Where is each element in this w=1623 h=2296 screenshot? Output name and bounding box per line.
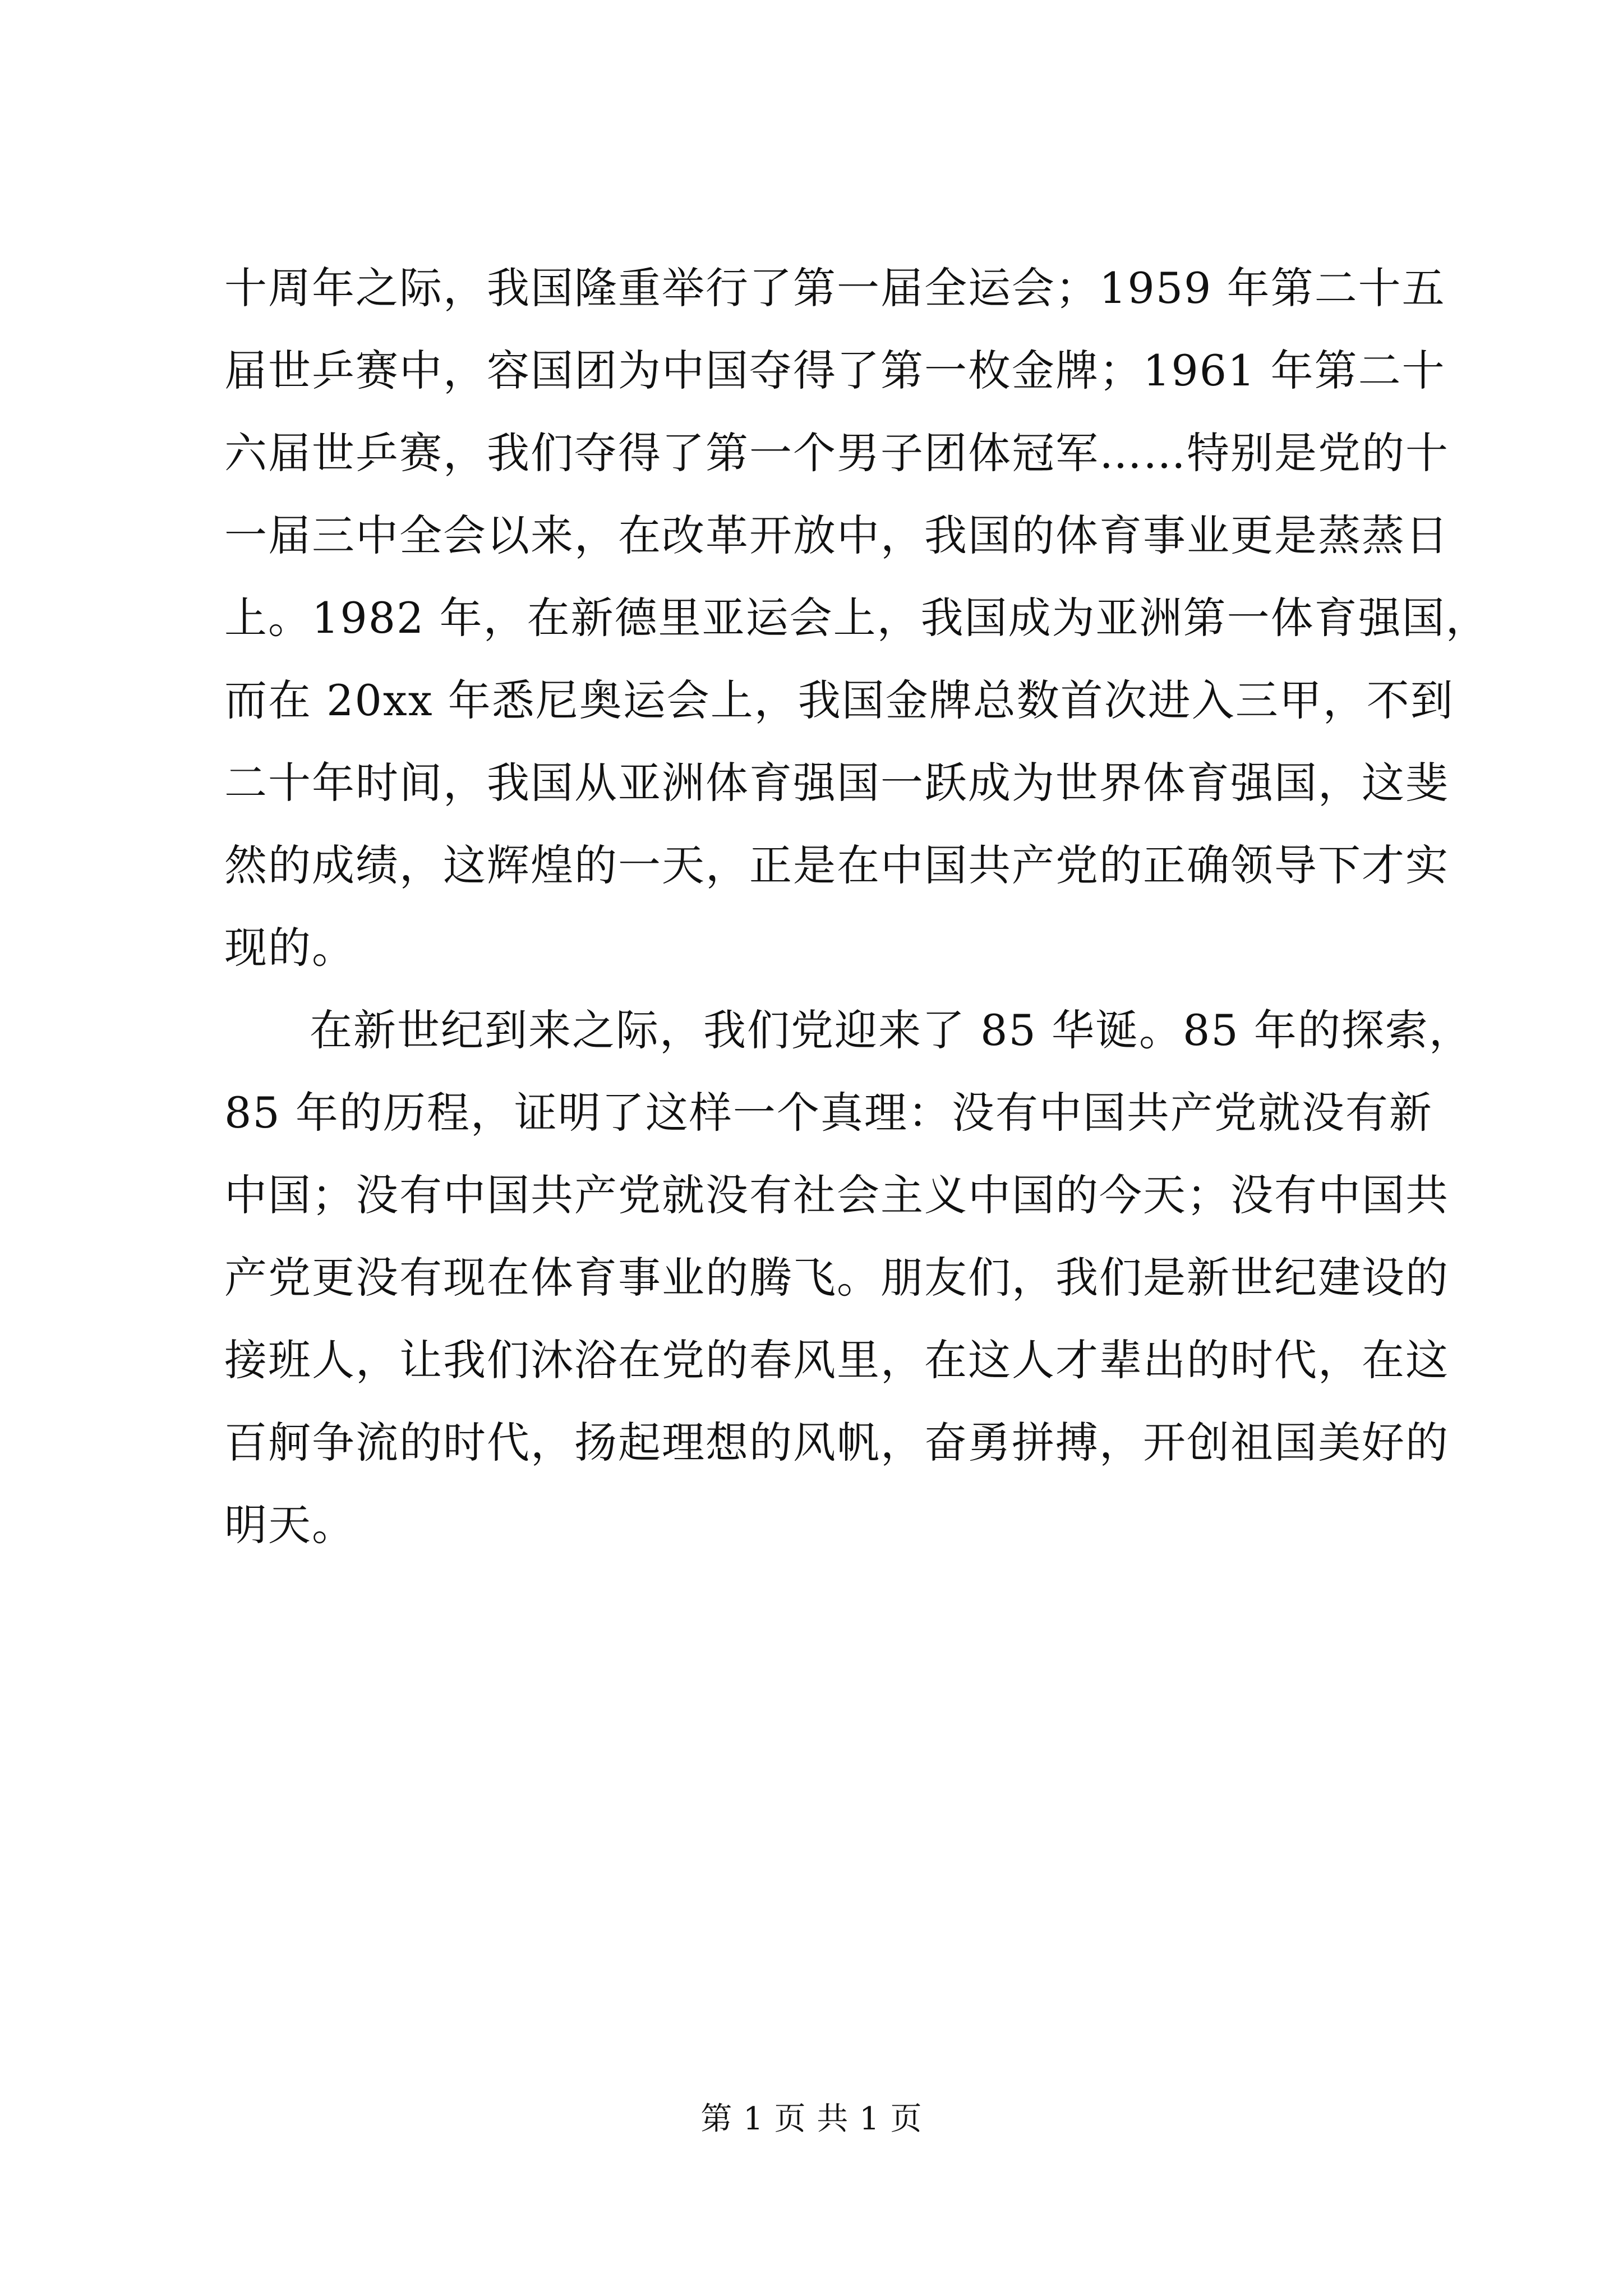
paragraph-2 <box>224 989 1473 1566</box>
paragraph-1 <box>224 247 1490 989</box>
text-line: 届世乒赛中，容国团为中国夺得了第一枚金牌；1961 年第二十 <box>224 346 1446 395</box>
text-line: 而在 20xx 年悉尼奥运会上，我国金牌总数首次进入三甲，不到 <box>224 675 1454 725</box>
text-line: 百舸争流的时代，扬起理想的风帆，奋勇拼搏，开创祖国美好的 <box>224 1418 1449 1467</box>
document-body <box>224 247 1490 1566</box>
text-line: 十周年之际，我国隆重举行了第一届全运会；1959 年第二十五 <box>224 263 1446 313</box>
text-line: 产党更没有现在体育事业的腾飞。朋友们，我们是新世纪建设的 <box>224 1253 1449 1303</box>
text-line: 然的成绩，这辉煌的一天，正是在中国共产党的正确领导下才实 <box>224 840 1449 890</box>
text-line: 明天。 <box>224 1500 356 1550</box>
text-line: 接班人，让我们沐浴在党的春风里，在这人才辈出的时代，在这 <box>224 1335 1449 1385</box>
page-number-label: 第 1 页 共 1 页 <box>700 2101 923 2137</box>
page-footer <box>0 2097 1623 2142</box>
text-line: 中国；没有中国共产党就没有社会主义中国的今天；没有中国共 <box>224 1170 1449 1220</box>
text-line: 85 年的历程，证明了这样一个真理：没有中国共产党就没有新 <box>224 1088 1433 1138</box>
text-line: 一届三中全会以来，在改革开放中，我国的体育事业更是蒸蒸日 <box>224 510 1449 560</box>
text-line: 二十年时间，我国从亚洲体育强国一跃成为世界体育强国，这斐 <box>224 758 1449 808</box>
text-line: 现的。 <box>224 923 356 973</box>
text-line: 上。1982 年，在新德里亚运会上，我国成为亚洲第一体育强国， <box>224 593 1490 643</box>
text-line: 六届世乒赛，我们夺得了第一个男子团体冠军……特别是党的十 <box>224 428 1449 478</box>
text-line: 在新世纪到来之际，我们党迎来了 85 华诞。85 年的探索， <box>310 1005 1473 1055</box>
